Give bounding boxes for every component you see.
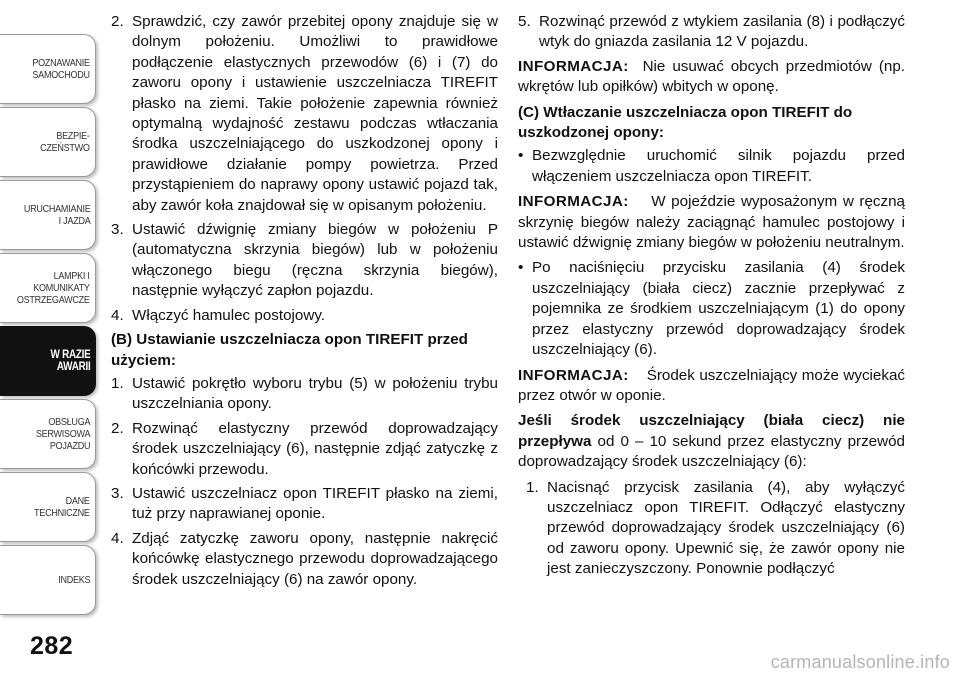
info-label: INFORMACJA: bbox=[518, 366, 629, 384]
tab-w-razie-awarii[interactable] bbox=[0, 326, 96, 396]
tab-label: BEZPIE- CZEŃSTWO bbox=[40, 130, 90, 154]
tab-label: DANE TECHNICZNE bbox=[34, 495, 90, 519]
info-note: INFORMACJA: Środek uszczelniający może wyciekać przez otwór w oponie. bbox=[518, 366, 905, 404]
bullet-item: • Bezwzględnie uruchomić silnik pojazdu przed włączeniem uszczelniacza opon TIREFIT. bbox=[518, 146, 905, 187]
info-note: INFORMACJA: Nie usuwać obcych przedmiotów (np. wkrętów lub opiłków) wbitych w oponę. bbox=[518, 57, 905, 96]
tab-label: POZNAWANIE SAMOCHODU bbox=[32, 57, 90, 81]
info-label: INFORMACJA: bbox=[518, 193, 629, 211]
condition-paragraph: Jeśli środek uszczelniający (biała ciecz) nie przepływa od 0 – 10 sekund przez elastyczny przewód doprowadzający środek uszczelniający (6): bbox=[518, 412, 905, 471]
info-note: INFORMACJA: W pojeździe wyposażonym w ręczną skrzynię biegów należy zaciągnąć hamulec postojowy i ustawić dźwignię zmiany biegów w położeniu neutralnym. bbox=[518, 193, 905, 252]
bullet-icon: • bbox=[518, 147, 524, 165]
left-column bbox=[111, 12, 498, 594]
tab-uruchamianie-i-jazda[interactable] bbox=[0, 180, 96, 250]
section-heading-b: (B) Ustawianie uszczelniacza opon TIREFIT przed użyciem: bbox=[111, 331, 468, 369]
list-item: 4. Włączyć hamulec postojowy. bbox=[111, 306, 326, 324]
tab-obsluga-serwisowa[interactable] bbox=[0, 399, 96, 469]
tab-dane-techniczne[interactable] bbox=[0, 472, 96, 542]
list-item: 1. Ustawić pokrętło wyboru trybu (5) w położeniu trybu uszczelniania opony. bbox=[111, 374, 498, 413]
list-item: 3. Ustawić uszczelniacz opon TIREFIT płasko na ziemi, tuż przy naprawianej oponie. bbox=[111, 484, 498, 523]
list-item: 3. Ustawić dźwignię zmiany biegów w położeniu P (automatyczna skrzynia biegów) lub w położeniu włączonego biegu (ręczna skrzynia biegów), następnie wyłączyć zapłon pojazdu. bbox=[111, 221, 498, 300]
page-number: 282 bbox=[30, 632, 74, 660]
list-item: 4. Zdjąć zatyczkę zaworu opony, następnie nakręcić końcówkę elastycznego przewodu doprowadzającego środek uszczelniający (6) na zawór opony. bbox=[111, 529, 498, 588]
chapter-tabs bbox=[0, 0, 104, 678]
tab-bezpieczenstwo[interactable] bbox=[0, 107, 96, 177]
tab-indeks[interactable] bbox=[0, 545, 96, 615]
tab-label: URUCHAMIANIE I JAZDA bbox=[23, 203, 90, 227]
tab-lampki-i-komunikaty[interactable] bbox=[0, 253, 96, 323]
right-column bbox=[518, 12, 905, 584]
tab-label: INDEKS bbox=[57, 574, 90, 586]
list-item: 2. Sprawdzić, czy zawór przebitej opony znajduje się w dolnym położeniu. Umożliwi to prawidłowe podłączenie elastycznych przewodów (6) i (7) do zaworu opony i ustawienie uszczelniacza TIREFIT płasko na ziemi. Takie położenie zapewnia również optymalną wydajność zestawu podczas wtłaczania środka uszczelniającego do uszkodzonej opony i prawidłowe działanie pompy powietrza. Przed przystąpieniem do naprawy opony ustawić pojazd tak, aby zawór koła znajdował się w opisanym położeniu. bbox=[111, 13, 498, 214]
section-heading-c: (C) Wtłaczanie uszczelniacza opon TIREFIT do uszkodzonej opony: bbox=[518, 103, 853, 142]
info-label: INFORMACJA: bbox=[518, 57, 629, 75]
condition-bold: Jeśli środek uszczelniający (biała ciecz) nie przepływa bbox=[518, 412, 905, 450]
tab-label: W RAZIE AWARII bbox=[50, 349, 90, 373]
list-item: 5. Rozwinąć przewód z wtykiem zasilania (8) i podłączyć wtyk do gniazda zasilania 12 V pojazdu. bbox=[518, 13, 905, 51]
list-item: 1. Nacisnąć przycisk zasilania (4), aby wyłączyć uszczelniacz opon TIREFIT. Odłączyć elastyczny przewód doprowadzający środek uszczelniający (6) od zaworu opony. Upewnić się, że zawór opony nie jest zanieczyszczony. Ponownie podłączyć bbox=[526, 478, 905, 578]
tab-label: OBSŁUGA SERWISOWA POJAZDU bbox=[35, 416, 90, 452]
watermark: carmanualsonline.info bbox=[770, 652, 950, 672]
bullet-item: • Po naciśnięciu przycisku zasilania (4) środek uszczelniający (biała ciecz) zacznie przepływać z pojemnika ze środkiem uszczelniającym (1) do opony przez elastyczny przewód doprowadzający środek uszczelniający (6). bbox=[518, 258, 905, 360]
tab-label: LAMPKI I KOMUNIKATY OSTRZEGAWCZE bbox=[17, 270, 90, 306]
bullet-icon: • bbox=[518, 259, 524, 277]
list-item: 2. Rozwinąć elastyczny przewód doprowadzający środek uszczelniający (6), następnie zdjąć zatyczkę z końcówki przewodu. bbox=[111, 419, 498, 478]
tab-poznawanie-samochodu[interactable] bbox=[0, 34, 96, 104]
